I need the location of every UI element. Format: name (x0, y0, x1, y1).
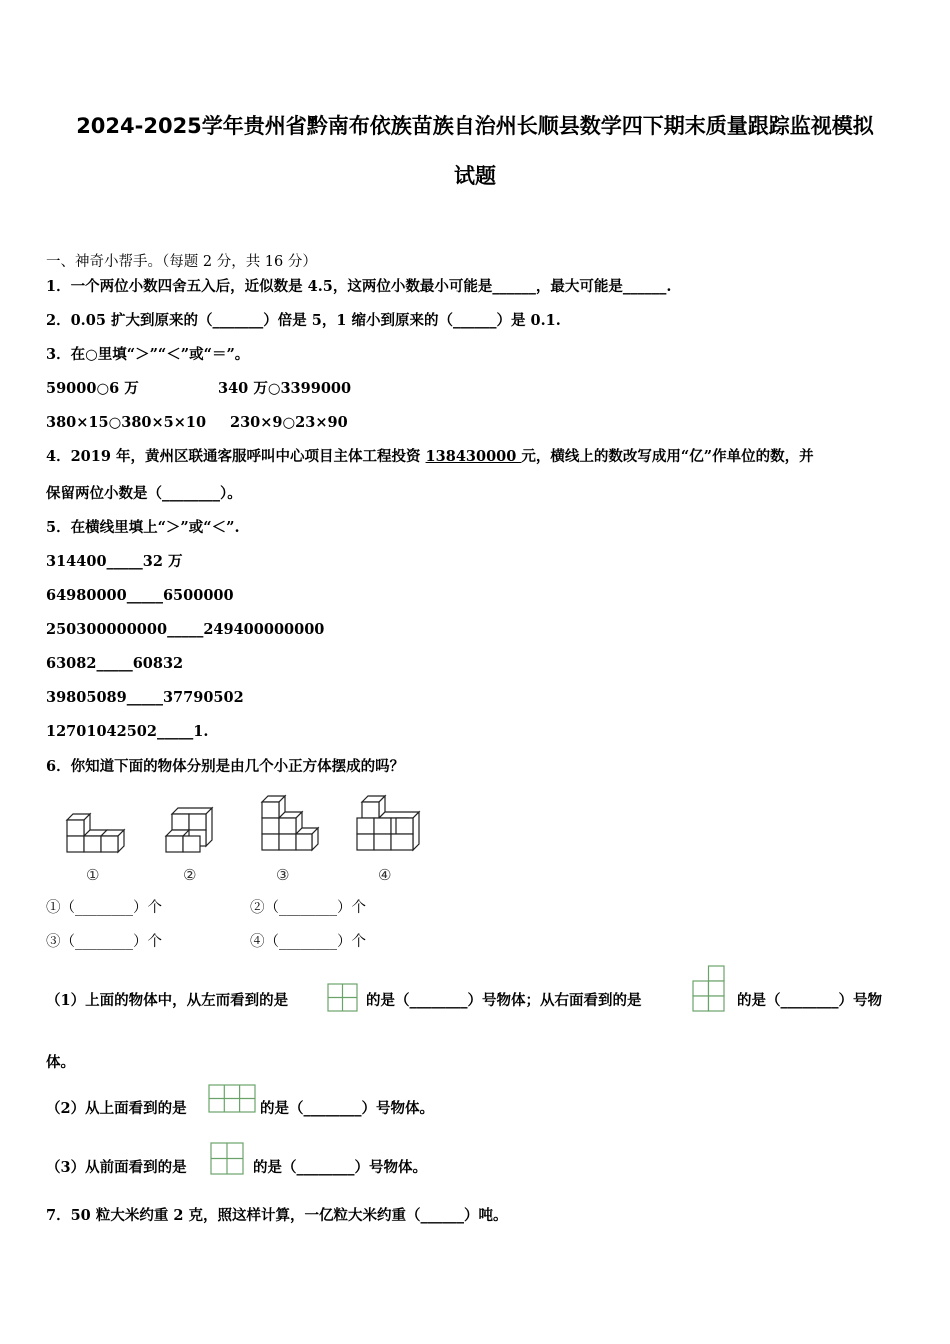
cube-figure-4 (352, 792, 424, 868)
question-5-item: 250300000000_____249400000000 (46, 621, 325, 638)
cube-icon (357, 796, 419, 850)
question-5-stem: 5．在横线里填上“＞”或“＜”. (46, 519, 240, 536)
section-heading: 一、神奇小帮手。（每题 2 分，共 16 分） (46, 254, 317, 270)
part-3-text-a: （3）从前面看到的是 (46, 1159, 187, 1176)
answer-blank-1[interactable]: ①（________）个 (46, 900, 162, 916)
question-2: 2．0.05 扩大到原来的（_______）倍是 5，1 缩小到原来的（______）是 0.1. (46, 312, 561, 329)
part-1-text-d: 体。 (46, 1054, 75, 1071)
cube-figure-3 (252, 792, 322, 868)
answer-blank-3[interactable]: ③（________）个 (46, 934, 162, 950)
document-title: 2024-2025学年贵州省黔南布依族苗族自治州长顺县数学四下期末质量跟踪监视模拟 (76, 114, 874, 138)
question-5-item: 314400_____32 万 (46, 553, 183, 570)
question-4-prefix: 4．2019 年，黄州区联通客服呼叫中心项目主体工程投资 (46, 448, 426, 465)
question-3-d: 230×9○23×90 (230, 414, 348, 431)
view-grid-stair (692, 965, 726, 1013)
part-3-text-b: 的是（________）号物体。 (253, 1159, 427, 1176)
question-5-item: 64980000_____6500000 (46, 587, 234, 604)
question-5-item: 12701042502_____1. (46, 723, 209, 740)
figure-label-4: ④ (378, 866, 392, 884)
answer-blank-4[interactable]: ④（________）个 (250, 934, 366, 950)
question-4-suffix: 元，横线上的数改写成用“亿”作单位的数，并 (521, 448, 814, 465)
document-title-line2: 试题 (454, 164, 496, 188)
view-grid-2x2-front (210, 1142, 246, 1176)
question-1: 1．一个两位小数四舍五入后，近似数是 4.5，这两位小数最小可能是______，最大可能是______. (46, 278, 672, 295)
view-grid-3x2 (208, 1084, 258, 1114)
question-6-stem: 6．你知道下面的物体分别是由几个小正方体摆成的吗？ (46, 758, 405, 775)
question-3-a: 59000○6 万 (46, 380, 139, 397)
question-3-stem: 3．在○里填“＞”“＜”或“＝”。 (46, 346, 250, 363)
question-3-b: 340 万○3399000 (218, 380, 352, 397)
part-2-text-a: （2）从上面看到的是 (46, 1100, 187, 1117)
part-1-text-a: （1）上面的物体中，从左而看到的是 (46, 992, 289, 1009)
cube-icon (262, 796, 318, 850)
cube-figure-1 (62, 808, 132, 868)
figure-label-1: ① (86, 866, 100, 884)
cube-icon (67, 814, 124, 852)
question-5-item: 39805089_____37790502 (46, 689, 244, 706)
question-5-item: 63082_____60832 (46, 655, 184, 672)
part-1-text-b: 的是（________）号物体；从右面看到的是 (366, 992, 642, 1009)
part-1-text-c: 的是（________）号物 (737, 992, 882, 1009)
part-2-text-b: 的是（________）号物体。 (260, 1100, 434, 1117)
view-grid-2x2 (327, 983, 359, 1013)
question-4-number: 138430000 (425, 448, 522, 465)
cube-icon (166, 808, 212, 852)
figure-label-3: ③ (276, 866, 290, 884)
question-3-c: 380×15○380×5×10 (46, 414, 207, 431)
answer-blank-2[interactable]: ②（________）个 (250, 900, 366, 916)
question-4 (46, 447, 814, 467)
question-4-line2: 保留两位小数是（________）。 (46, 485, 242, 502)
cube-figure-2 (162, 800, 222, 868)
question-7: 7．50 粒大米约重 2 克，照这样计算，一亿粒大米约重（______）吨。 (46, 1207, 508, 1224)
figure-label-2: ② (183, 866, 197, 884)
